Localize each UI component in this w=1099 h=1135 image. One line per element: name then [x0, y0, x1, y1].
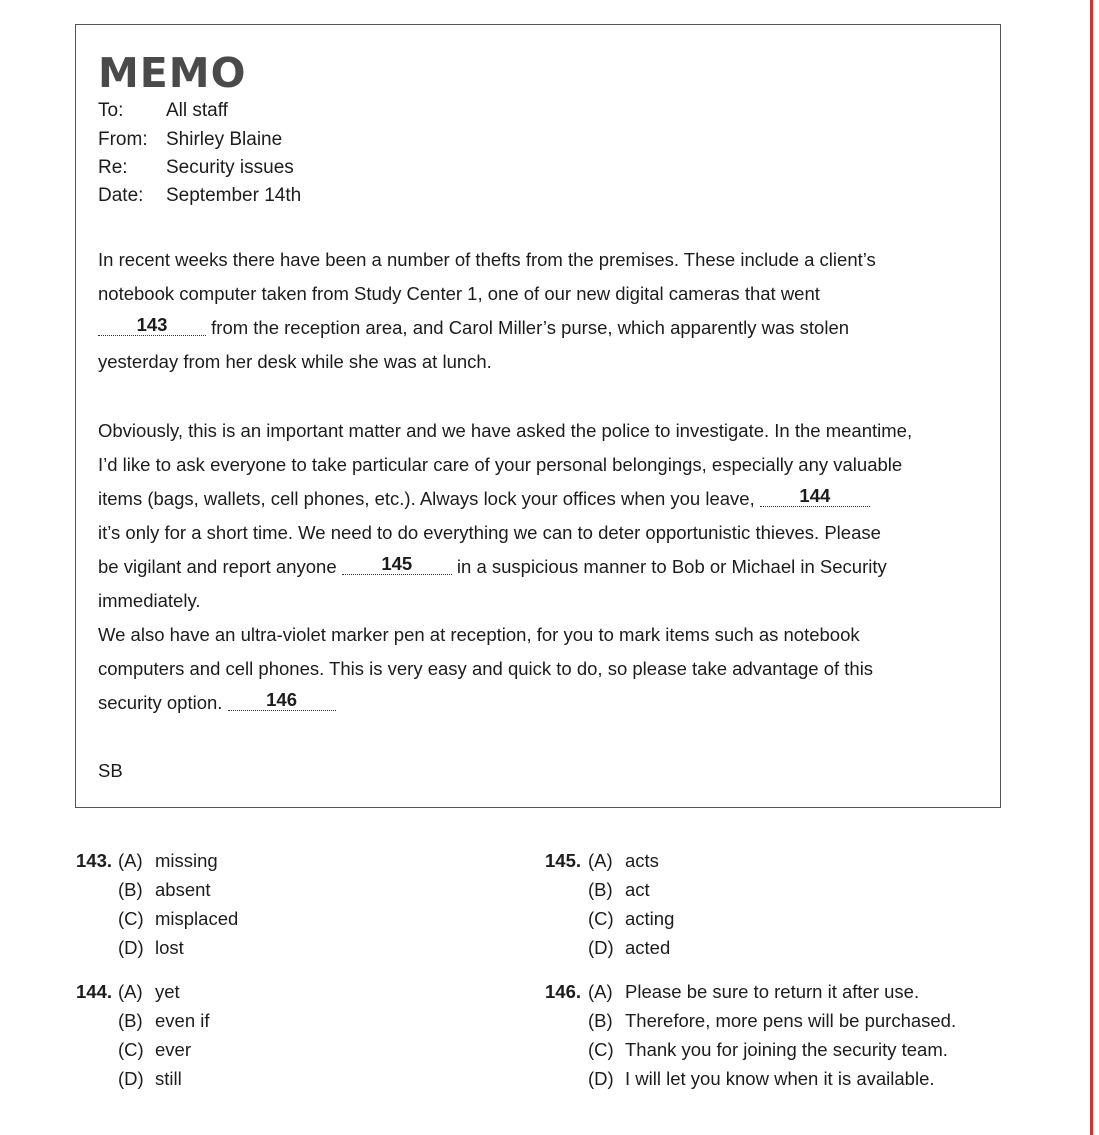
question-143-options — [118, 846, 238, 962]
option-text: I will let you know when it is available. — [625, 1068, 935, 1089]
option-text: missing — [155, 850, 218, 871]
option-143-a[interactable] — [118, 846, 238, 875]
option-text: Thank you for joining the security team. — [625, 1039, 948, 1060]
option-letter: (C) — [118, 1039, 144, 1060]
option-143-c[interactable] — [118, 904, 238, 933]
question-144-options — [118, 977, 210, 1093]
memo-paragraph-3 — [98, 618, 983, 720]
option-text: acts — [625, 850, 659, 871]
text-line — [98, 550, 983, 584]
memo-header-from — [98, 128, 282, 152]
option-letter: (A) — [588, 850, 613, 871]
question-146-options — [588, 977, 956, 1093]
header-value: All staff — [166, 100, 228, 121]
text-line: Obviously, this is an important matter and we have asked the police to investigate. In the meantime, — [98, 420, 913, 441]
option-145-d[interactable] — [588, 933, 674, 962]
text-line: In recent weeks there have been a number of thefts from the premises. These include a client’s — [98, 249, 876, 270]
option-letter: (D) — [588, 1068, 614, 1089]
memo-box — [75, 24, 1001, 808]
option-144-c[interactable] — [118, 1035, 210, 1064]
text-segment: be vigilant and report anyone — [98, 556, 337, 577]
memo-paragraph-2 — [98, 414, 983, 618]
option-letter: (A) — [118, 981, 143, 1002]
memo-header-re — [98, 156, 294, 180]
option-143-b[interactable] — [118, 875, 238, 904]
option-text: act — [625, 879, 650, 900]
header-value: Security issues — [166, 157, 294, 178]
blank-144: 144 — [760, 486, 870, 507]
blank-143: 143 — [98, 315, 206, 336]
header-label: To: — [98, 100, 124, 121]
text-line: We also have an ultra-violet marker pen at reception, for you to mark items such as notebook — [98, 624, 860, 645]
option-letter: (C) — [588, 1039, 614, 1060]
option-letter: (B) — [588, 879, 613, 900]
option-145-a[interactable] — [588, 846, 674, 875]
option-145-b[interactable] — [588, 875, 674, 904]
option-144-a[interactable] — [118, 977, 210, 1006]
option-146-b[interactable] — [588, 1006, 956, 1035]
text-line — [98, 311, 983, 345]
page-edge-line — [1090, 0, 1093, 1135]
header-label: Re: — [98, 157, 128, 178]
text-segment: in a suspicious manner to Bob or Michael in Security — [456, 556, 887, 577]
option-letter: (A) — [588, 981, 613, 1002]
option-letter: (B) — [118, 879, 143, 900]
text-line: it’s only for a short time. We need to do everything we can to deter opportunistic thieves. Please — [98, 522, 881, 543]
option-text: Therefore, more pens will be purchased. — [625, 1010, 957, 1031]
text-segment: security option. — [98, 692, 223, 713]
memo-header-to — [98, 99, 228, 123]
text-line: yesterday from her desk while she was at lunch. — [98, 351, 492, 372]
text-line: I’d like to ask everyone to take particular care of your personal belongings, especially any valuable — [98, 454, 903, 475]
text-line — [98, 482, 983, 516]
memo-paragraph-1 — [98, 243, 983, 379]
option-146-a[interactable] — [588, 977, 956, 1006]
option-letter: (C) — [118, 908, 144, 929]
memo-title: MEMO — [98, 49, 247, 97]
option-letter: (C) — [588, 908, 614, 929]
option-letter: (A) — [118, 850, 143, 871]
memo-signoff: SB — [98, 760, 123, 781]
option-text: Please be sure to return it after use. — [625, 981, 920, 1002]
option-letter: (B) — [118, 1010, 143, 1031]
header-value: Shirley Blaine — [166, 129, 283, 150]
question-number-144: 144. — [76, 981, 113, 1002]
option-text: absent — [155, 879, 211, 900]
option-letter: (D) — [588, 937, 614, 958]
option-letter: (B) — [588, 1010, 613, 1031]
option-145-c[interactable] — [588, 904, 674, 933]
option-144-d[interactable] — [118, 1064, 210, 1093]
option-text: misplaced — [155, 908, 239, 929]
question-145-options — [588, 846, 674, 962]
text-line: computers and cell phones. This is very easy and quick to do, so please take advantage of this — [98, 658, 874, 679]
text-line — [98, 686, 983, 720]
option-text: ever — [155, 1039, 191, 1060]
memo-header-date — [98, 184, 301, 208]
option-text: even if — [155, 1010, 210, 1031]
option-143-d[interactable] — [118, 933, 238, 962]
blank-146: 146 — [228, 690, 336, 711]
option-text: still — [155, 1068, 182, 1089]
header-label: From: — [98, 129, 148, 150]
text-line: immediately. — [98, 590, 201, 611]
option-146-c[interactable] — [588, 1035, 956, 1064]
header-value: September 14th — [166, 185, 302, 206]
option-text: yet — [155, 981, 180, 1002]
option-text: acted — [625, 937, 671, 958]
question-number-146: 146. — [545, 981, 582, 1002]
question-number-145: 145. — [545, 850, 582, 871]
option-letter: (D) — [118, 1068, 144, 1089]
text-segment: from the reception area, and Carol Miller’s purse, which apparently was stolen — [211, 317, 850, 338]
option-146-d[interactable] — [588, 1064, 956, 1093]
option-144-b[interactable] — [118, 1006, 210, 1035]
header-label: Date: — [98, 185, 144, 206]
option-letter: (D) — [118, 937, 144, 958]
option-text: lost — [155, 937, 184, 958]
option-text: acting — [625, 908, 675, 929]
text-segment: items (bags, wallets, cell phones, etc.). Always lock your offices when you leave, — [98, 488, 755, 509]
blank-145: 145 — [342, 554, 452, 575]
text-line: notebook computer taken from Study Center 1, one of our new digital cameras that went — [98, 283, 820, 304]
question-number-143: 143. — [76, 850, 113, 871]
